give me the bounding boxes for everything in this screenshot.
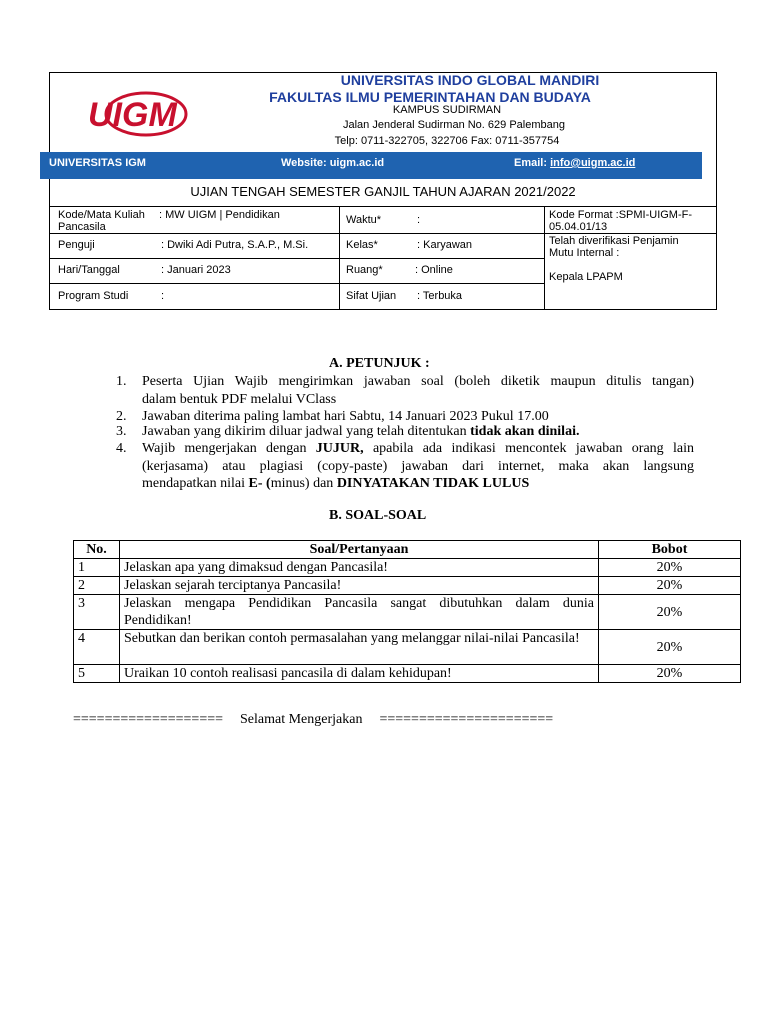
question-text: Sebutkan dan berikan contoh permasalahan yang melanggar nilai-nilai Pancasila! [120, 630, 599, 665]
question-text: Uraikan 10 contoh realisasi pancasila di dalam kehidupan! [120, 665, 599, 683]
verification-label: Telah diverifikasi Penjamin [549, 235, 679, 247]
faculty-name: FAKULTAS ILMU PEMERINTAHAN DAN BUDAYA [269, 89, 591, 105]
campus-address: Jalan Jenderal Sudirman No. 629 Palembang [343, 119, 565, 131]
question-text: Jelaskan mengapa Pendidikan Pancasila sangat dibutuhkan dalam dunia Pendidikan! [120, 595, 599, 630]
email-contact [514, 157, 635, 169]
class-label: Kelas* [346, 239, 378, 251]
exam-info-table [49, 206, 717, 310]
email-link[interactable]: info@uigm.ac.id [550, 157, 636, 169]
university-name: UNIVERSITAS INDO GLOBAL MANDIRI [340, 72, 600, 88]
table-row [74, 630, 741, 665]
verification-label-cont: Mutu Internal : [549, 247, 620, 259]
grid-line [545, 233, 717, 234]
table-header-row [74, 541, 741, 559]
email-label: Email: [514, 157, 551, 169]
campus-phone: Telp: 0711-322705, 322706 Fax: 0711-357754 [334, 135, 560, 147]
section-b-title: B. SOAL-SOAL [329, 508, 427, 523]
contact-bar-university: UNIVERSITAS IGM [49, 157, 146, 169]
instruction-text: (kerjasama) atau plagiasi (copy-paste) jawaban dari internet, maka akan langsung [142, 458, 694, 474]
class-value: : Karyawan [417, 239, 473, 251]
question-weight: 20% [599, 630, 741, 665]
table-row [74, 577, 741, 595]
instruction-emphasis: DINYATAKAN TIDAK LULUS [336, 476, 530, 491]
room-label: Ruang* [346, 264, 383, 276]
instruction-emphasis: JUJUR, [315, 441, 364, 456]
instruction-text: Peserta Ujian Wajib mengirimkan jawaban soal (boleh diketik maupun ditulis tangan) [142, 374, 694, 389]
instruction-item [116, 440, 696, 493]
table-row [74, 559, 741, 577]
instruction-text-part: Jawaban yang dikirim diluar jadwal yang telah ditentukan [142, 424, 471, 439]
nature-value: : Terbuka [417, 290, 463, 302]
question-weight: 20% [599, 559, 741, 577]
date-value: : Januari 2023 [161, 264, 231, 276]
closing-rule-left: =================== [73, 712, 224, 727]
instruction-item [116, 373, 696, 408]
question-weight: 20% [599, 665, 741, 683]
instruction-text-part: minus) dan [270, 476, 337, 491]
logo-text: UIGM [88, 96, 177, 134]
format-code-value: 05.04.01/13 [549, 221, 608, 233]
website-link[interactable]: Website: uigm.ac.id [281, 157, 385, 169]
instruction-text-part: apabila ada indikasi mencontek jawaban orang lain [363, 441, 694, 456]
campus-name: KAMPUS SUDIRMAN [392, 104, 502, 116]
closing-rule-right: ====================== [379, 712, 554, 727]
program-value: : [161, 290, 165, 302]
instruction-text: dalam bentuk PDF melalui VClass [142, 391, 337, 407]
time-label: Waktu* [346, 214, 382, 226]
instruction-text [142, 440, 694, 458]
question-number: 2 [74, 577, 120, 595]
grid-line [49, 258, 545, 259]
instruction-text [142, 475, 694, 493]
examiner-label: Penguji [58, 239, 95, 251]
item-number: 2. [116, 409, 127, 424]
question-number: 4 [74, 630, 120, 665]
format-code-label: Kode Format :SPMI-UIGM-F- [549, 209, 693, 221]
instruction-item [116, 423, 696, 441]
item-number: 3. [116, 424, 127, 439]
uigm-logo [84, 88, 188, 138]
header-question: Soal/Pertanyaan [120, 541, 599, 559]
question-weight: 20% [599, 577, 741, 595]
instruction-emphasis: tidak akan dinilai. [470, 424, 580, 439]
closing-text: Selamat Mengerjakan [240, 712, 363, 727]
course-value-cont: Pancasila [58, 221, 106, 233]
instruction-text [142, 423, 694, 441]
question-number: 1 [74, 559, 120, 577]
course-value: : MW UIGM | Pendidikan [159, 209, 280, 221]
course-label: Kode/Mata Kuliah [58, 209, 145, 221]
room-value: : Online [415, 264, 453, 276]
question-number: 5 [74, 665, 120, 683]
item-number: 1. [116, 374, 127, 389]
question-text: Jelaskan apa yang dimaksud dengan Pancasila! [120, 559, 599, 577]
question-number: 3 [74, 595, 120, 630]
question-table [73, 540, 741, 683]
header-weight: Bobot [599, 541, 741, 559]
examiner-value: : Dwiki Adi Putra, S.A.P., M.Si. [161, 239, 309, 251]
table-row [74, 595, 741, 630]
program-label: Program Studi [58, 290, 129, 302]
head-title: Kepala LPAPM [549, 271, 623, 283]
grid-line [49, 233, 545, 234]
instruction-text: Jawaban diterima paling lambat hari Sabtu, 14 Januari 2023 Pukul 17.00 [142, 409, 549, 424]
date-label: Hari/Tanggal [58, 264, 120, 276]
item-number: 4. [116, 441, 127, 456]
nature-label: Sifat Ujian [346, 290, 397, 302]
question-text: Jelaskan sejarah terciptanya Pancasila! [120, 577, 599, 595]
section-a-title: A. PETUNJUK : [329, 356, 430, 371]
header-no: No. [74, 541, 120, 559]
closing-line [73, 712, 743, 728]
grid-line [49, 283, 545, 284]
question-weight: 20% [599, 595, 741, 630]
instruction-emphasis: E- ( [248, 476, 271, 491]
instruction-text-part: Wajib mengerjakan dengan [142, 441, 316, 456]
table-row [74, 665, 741, 683]
contact-bar [40, 152, 702, 179]
exam-title: UJIAN TENGAH SEMESTER GANJIL TAHUN AJARAN 2021/2022 [190, 184, 576, 199]
time-value: : [417, 214, 421, 226]
instruction-text-part: mendapatkan nilai [142, 476, 249, 491]
